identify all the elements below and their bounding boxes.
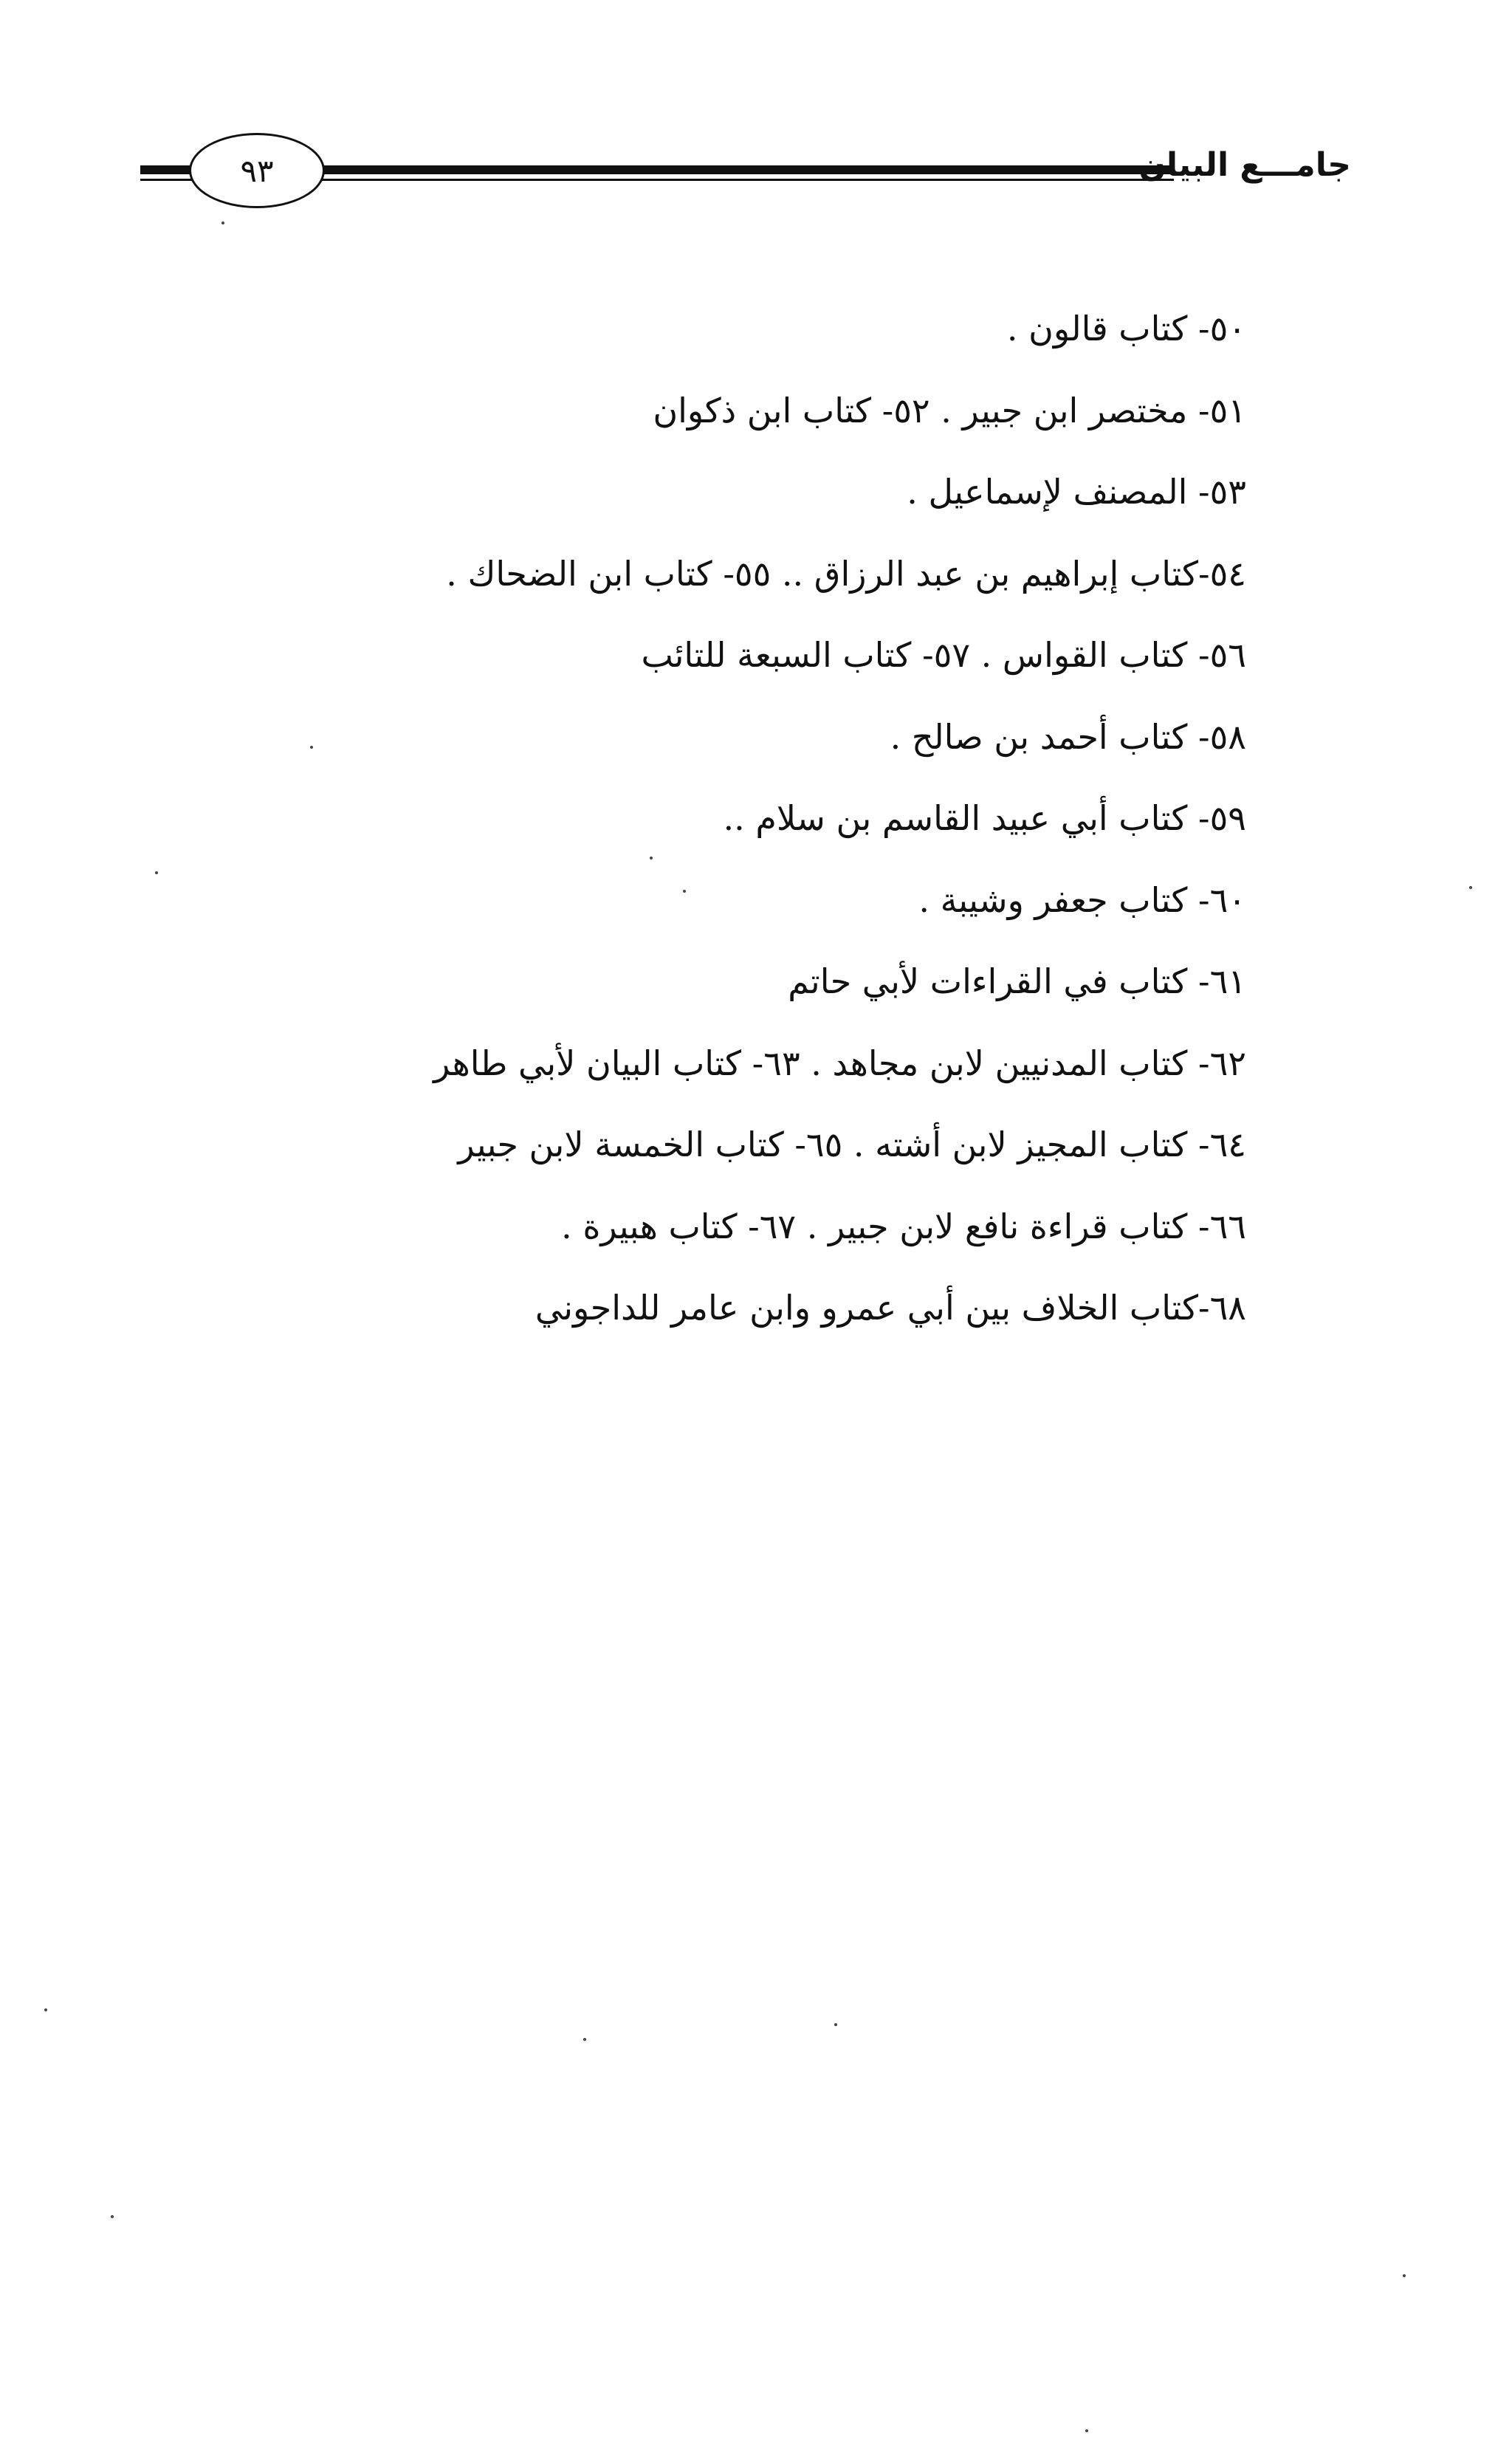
list-item: ٦٨-كتاب الخلاف بين أبي عمرو وابن عامر للداجوني (535, 1288, 1246, 1328)
scan-speck (1403, 2274, 1406, 2277)
list-item: ٥٨- كتاب أحمد بن صالح . (890, 716, 1246, 757)
scan-speck (583, 2038, 586, 2041)
running-title: جامـــع البيان (1138, 146, 1351, 184)
scan-speck (834, 2023, 837, 2026)
list-item: ٦٠- كتاب جعفر وشيبة . (918, 879, 1246, 920)
scan-speck (650, 857, 653, 859)
book-list (286, 295, 1246, 1356)
page-number-oval (189, 133, 325, 208)
list-item: ٥٠- كتاب قالون . (1006, 309, 1246, 349)
list-item: ٦٢- كتاب المدنيين لابن مجاهد . ٦٣- كتاب البيان لأبي طاهر (433, 1043, 1246, 1083)
page-header (140, 133, 1351, 229)
list-item: ٦٦- كتاب قراءة نافع لابن جبير . ٦٧- كتاب هبيرة . (561, 1206, 1246, 1246)
scan-speck (1085, 2429, 1088, 2432)
scan-speck (44, 2008, 47, 2011)
list-item: ٦٤- كتاب المجيز لابن أشته . ٦٥- كتاب الخمسة لابن جبير (458, 1125, 1246, 1164)
list-item: ٥١- مختصر ابن جبير . ٥٢- كتاب ابن ذكوان (653, 390, 1246, 430)
list-item: ٥٩- كتاب أبي عبيد القاسم بن سلام .. (723, 798, 1246, 838)
list-item: ٦١- كتاب في القراءات لأبي حاتم (788, 961, 1246, 1001)
list-item: ٥٣- المصنف لإسماعيل . (907, 472, 1246, 512)
scan-speck (310, 746, 313, 749)
page-number: ٩٣ (240, 152, 274, 189)
list-item: ٥٤-كتاب إبراهيم بن عبد الرزاق .. ٥٥- كتاب ابن الضحاك . (446, 553, 1246, 594)
scan-speck (155, 871, 158, 874)
scan-speck (683, 890, 686, 893)
scan-speck (111, 2215, 114, 2218)
scan-speck (221, 222, 224, 224)
list-item: ٥٦- كتاب القواس . ٥٧- كتاب السبعة للتائب (641, 635, 1246, 675)
scan-speck (1469, 886, 1472, 889)
